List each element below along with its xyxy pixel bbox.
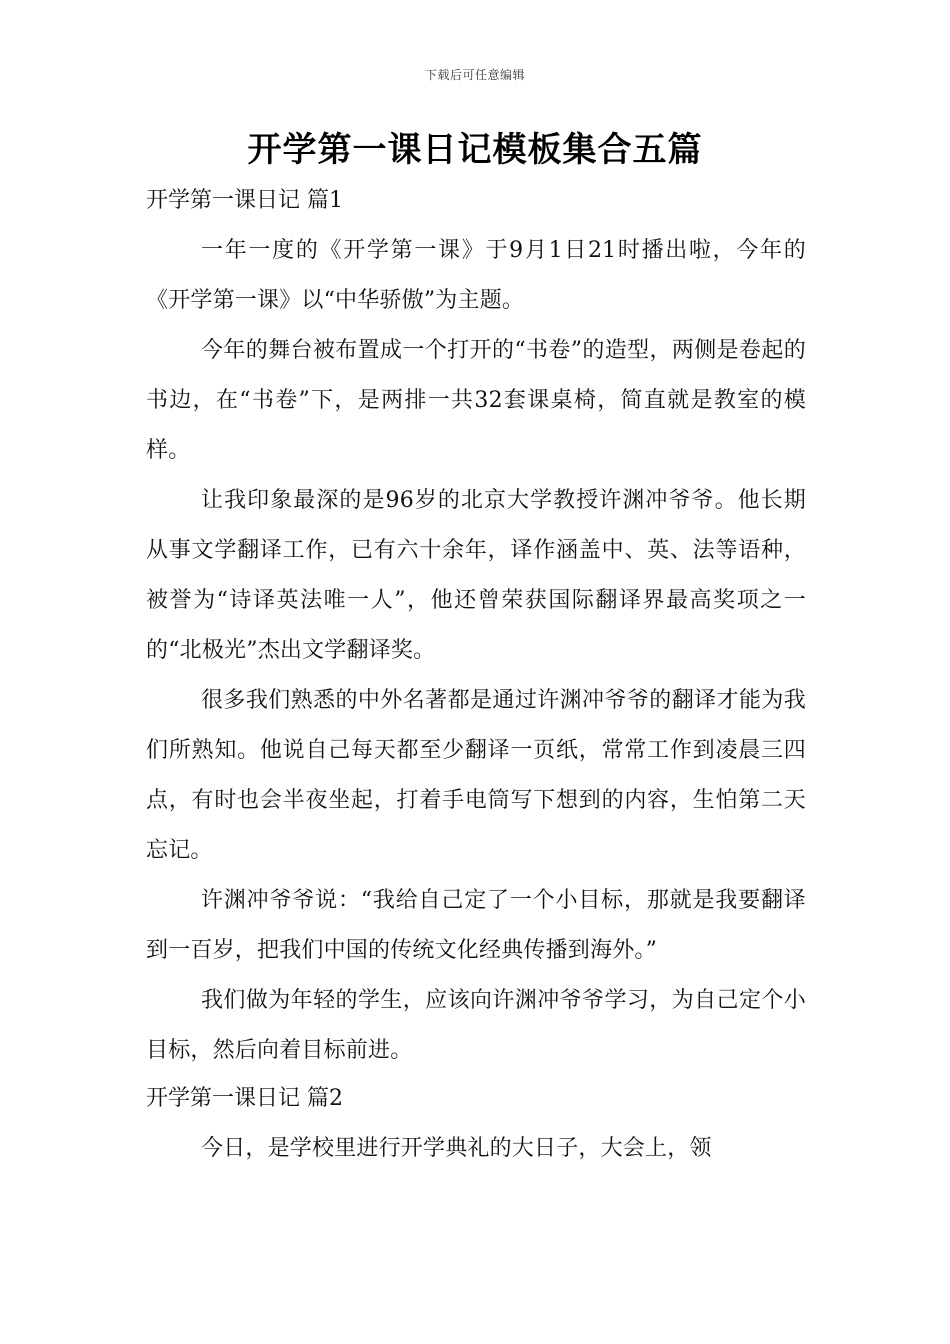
section-heading-1: 开学第一课日记 篇1 (146, 188, 343, 213)
document-title: 开学第一课日记模板集合五篇 (247, 130, 703, 170)
paragraph: 今日，是学校里进行开学典礼的大日子，大会上，领 (201, 1136, 712, 1161)
download-note: 下载后可任意编辑 (424, 68, 525, 82)
paragraph: 让我印象最深的是96岁的北京大学教授许渊冲爷爷。他长期从事文学翻译工作，已有六十余年，译作涵盖中、英、法等语种，被誉为“诗译英法唯一人”，他还曾荣获国际翻译界最高奖项之一的“北极光”杰出文学翻译奖。 (146, 488, 806, 663)
paragraph: 我们做为年轻的学生，应该向许渊冲爷爷学习，为自己定个小目标，然后向着目标前进。 (146, 988, 806, 1063)
paragraph: 一年一度的《开学第一课》于9月1日21时播出啦，今年的《开学第一课》以“中华骄傲”为主题。 (146, 238, 806, 313)
paragraph: 许渊冲爷爷说：“我给自己定了一个小目标，那就是我要翻译到一百岁，把我们中国的传统文化经典传播到海外。” (146, 888, 806, 963)
paragraph: 今年的舞台被布置成一个打开的“书卷”的造型，两侧是卷起的书边，在“书卷”下，是两排一共32套课桌椅，简直就是教室的模样。 (146, 338, 806, 463)
paragraph: 很多我们熟悉的中外名著都是通过许渊冲爷爷的翻译才能为我们所熟知。他说自己每天都至少翻译一页纸，常常工作到凌晨三四点，有时也会半夜坐起，打着手电筒写下想到的内容，生怕第二天忘记。 (146, 688, 806, 863)
section-heading-2: 开学第一课日记 篇2 (146, 1086, 343, 1111)
document-body (146, 178, 806, 1174)
